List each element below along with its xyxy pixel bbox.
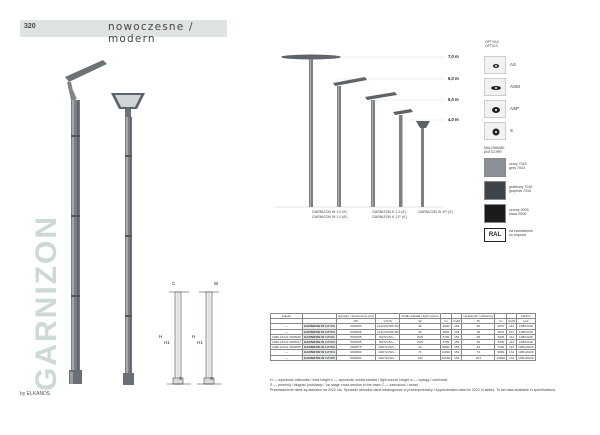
table-cell: ≥112×52/65×50	[377, 329, 399, 334]
optic-diagram-asp	[484, 100, 506, 118]
table-cell: 131	[507, 355, 517, 360]
table-row	[271, 355, 536, 360]
table-cell: lm/W	[453, 319, 461, 324]
table-cell: 154	[452, 324, 462, 329]
table-cell: 4070	[495, 329, 507, 334]
table-cell: —	[271, 350, 303, 355]
height-label-4m: 4,0 m	[448, 117, 459, 122]
height-label-5m: 5,0 m	[448, 97, 459, 102]
color-swatch-grey	[484, 158, 506, 177]
table-cell: H/h	[336, 319, 375, 324]
page-number: 320	[24, 23, 36, 30]
table-cell: 108/10/10	[517, 339, 535, 344]
section-title: nowoczesne / modern	[108, 21, 194, 45]
lamp-photo-lantern	[111, 93, 145, 385]
table-cell: sprawność / efficiency	[463, 314, 494, 319]
table-cell: indeks	[271, 314, 303, 319]
table-cell: 100/72×52+...	[376, 355, 400, 360]
table-cell: 4070	[495, 324, 507, 329]
table-cell: 36	[462, 324, 495, 329]
table-cell: 600/675	[336, 345, 375, 350]
optic-diagram-as	[484, 56, 506, 74]
table-cell: 3700	[440, 339, 452, 344]
table-cell: bardzo	[517, 314, 535, 319]
lamp-photo-bent	[65, 60, 107, 384]
optic-code-asp: ASP	[510, 106, 520, 111]
dim-h-label-right: H	[192, 334, 196, 339]
dim-s-label-left: S	[179, 376, 183, 381]
table-cell: 4900	[440, 329, 452, 334]
table-cell: W	[462, 319, 495, 324]
table-cell: wymiary / dimensions [cm]	[337, 314, 375, 319]
optic-code-asm: ASM	[510, 84, 520, 89]
height-label-7m: 7,0 m	[448, 54, 459, 59]
optics-heading: OPTYKA OPTICS	[485, 40, 499, 48]
table-cell: GARNIZON W 1.P 5/3	[303, 329, 335, 334]
table-cell: 4900	[440, 324, 452, 329]
color-label-graphite: grafitowy 7016 graphite 7016	[509, 185, 533, 194]
brand-vertical-logo	[12, 213, 64, 393]
table-cell: 112	[507, 345, 517, 350]
optic-code-as: AS	[510, 62, 517, 67]
table-cell: 108/120/20	[518, 355, 534, 360]
height-guides	[310, 56, 450, 126]
table-cell: 24/6	[400, 339, 440, 344]
table-cell: 154	[452, 350, 462, 355]
table-cell: W	[400, 319, 440, 324]
colors-heading: MALOWANIE ANTICORR	[484, 146, 505, 154]
table-cell: 11090	[441, 350, 451, 355]
table-cell: 154	[452, 334, 462, 339]
table-cell: lm/W	[508, 319, 516, 324]
dim-h1-label-left: H1	[164, 340, 170, 345]
variant-caption-3: GARNIZON W 1P (4')	[418, 210, 453, 214]
table-cell: 104	[462, 355, 495, 360]
optic-diagram-s	[484, 122, 506, 140]
table-cell: 144	[400, 355, 440, 360]
optic-diagram-asm	[484, 78, 506, 96]
table-cell: GARNIZON W 1.P 4/3	[303, 324, 335, 329]
table-cell: 1996-21211-W00025	[272, 345, 301, 350]
table-cell: 500/095	[336, 334, 375, 339]
page-header	[20, 20, 227, 45]
table-cell: 600/600	[336, 350, 375, 355]
optic-code-s: S	[510, 128, 514, 133]
dim-s-label-right: S	[210, 376, 214, 381]
table-cell: —	[271, 324, 303, 329]
table-cell: 64	[462, 345, 495, 350]
table-cell: 131	[507, 350, 517, 355]
table-cell: 80/72×52+...	[376, 339, 400, 344]
dim-h1-label-right: H1	[197, 340, 203, 345]
table-cell: GARNIZON W 1.P 5/1	[303, 334, 335, 339]
variant-caption-1: GARNIZON W 1.0 (5') GARNIZON W 1.0 (6')	[312, 210, 348, 219]
table-cell: 500/095	[336, 329, 375, 334]
table-cell: 36	[462, 329, 495, 334]
table-cell: 3200	[495, 339, 507, 344]
ral-note: na zamówienie on request	[509, 229, 533, 238]
table-cell: lm	[440, 319, 452, 324]
table-cell: 100/72×52+...	[376, 350, 400, 355]
table-cell: 28	[462, 334, 495, 339]
table-cell: —	[271, 355, 303, 360]
height-label-6m: 6,0 m	[448, 76, 459, 81]
table-cell: 6800	[440, 345, 452, 350]
table-cell: 22180	[441, 355, 451, 360]
table-cell: 1996-21211-W00020	[272, 334, 301, 339]
table-cell: 3200	[495, 334, 507, 339]
dim-w-label: W	[214, 281, 219, 286]
table-cell: 9800	[495, 350, 507, 355]
table-cell: 44	[400, 345, 440, 350]
table-cell: GARNIZON W 1.P 5/4	[303, 340, 335, 345]
table-cell: 108/120/20	[518, 345, 534, 350]
table-cell: 1996-21211-W00017	[272, 340, 301, 345]
table-cell: 112	[507, 334, 517, 339]
table-cell: 100/72×52+...	[376, 345, 400, 350]
table-cell: lm	[495, 319, 507, 324]
footnote-1: H — wysokość całkowita / total height h — wysokość źródła światła / light source height w — wysięg / overhead	[270, 378, 448, 382]
table-cell: 24/6	[400, 334, 440, 339]
color-label-grey: szary 7043 grey 7043	[509, 162, 527, 171]
table-cell: 7200	[495, 345, 507, 350]
table-cell: 90/72×52+...	[376, 334, 400, 339]
table-cell: 108/120/20	[518, 350, 534, 355]
table-cell: 108/10/10	[517, 324, 535, 329]
table-cell: 108/10/10	[517, 334, 535, 339]
table-cell: w/C/S	[376, 319, 400, 324]
spec-table	[270, 313, 536, 361]
table-cell: 154	[452, 329, 462, 334]
table-cell: GARNIZON W 1.P 6/5	[303, 355, 335, 360]
table-cell: 112	[507, 339, 517, 344]
color-swatch-graphite	[484, 181, 506, 200]
variant-caption-2: GARNIZON K 1.0 (4') GARNIZON K 1.P (4')	[372, 210, 407, 219]
table-cell: 154	[452, 345, 462, 350]
table-cell: 154	[452, 355, 462, 360]
table-cell: GARNIZON W 1.P 6/3	[303, 345, 335, 350]
footnote-2: S — przekrój / długość podstawy / 1st stage cross section in the base C — szerokość / broad	[270, 383, 419, 387]
table-cell: 112	[507, 329, 517, 334]
table-cell: 500/095	[336, 339, 375, 344]
table-cell: 32	[400, 324, 440, 329]
table-cell: 3700	[440, 334, 452, 339]
table-cell: 71	[400, 350, 440, 355]
table-cell: 112	[507, 324, 517, 329]
table-cell: 32	[400, 329, 440, 334]
table-cell: 600/600	[336, 355, 375, 360]
table-cell: kod	[517, 319, 535, 324]
table-cell: 13600	[496, 355, 506, 360]
brand-byline: by ELKANDS	[20, 391, 51, 397]
table-cell: 400/090	[336, 324, 375, 329]
color-label-black: czarny 9005 black 9005	[509, 208, 529, 217]
table-cell: 108/10/10	[517, 329, 535, 334]
table-cell: GARNIZON W 1.P 6/4	[303, 350, 335, 355]
dim-c-label: C	[172, 281, 176, 286]
brand-name: GARNIZON	[30, 215, 63, 391]
table-cell: źródło światła / light source	[401, 314, 439, 319]
table-cell: —	[271, 329, 303, 334]
ral-box: RAL	[484, 228, 506, 242]
dim-h-label-left: H	[159, 334, 163, 339]
footnote-3: Przedstawione dane są aktualne na 2022 rok. Sprawdź aktualne dane kataloguowe w przedsprzedaży / Approximated data for 2022 in tables. To set data available in specifications.	[270, 388, 557, 392]
table-cell: ≥112×52/65×50	[377, 324, 399, 329]
table-cell: 30	[462, 339, 495, 344]
table-cell: 72	[462, 350, 495, 355]
color-swatch-black	[484, 204, 506, 223]
footnotes	[270, 378, 556, 393]
table-cell: 154	[452, 339, 462, 344]
